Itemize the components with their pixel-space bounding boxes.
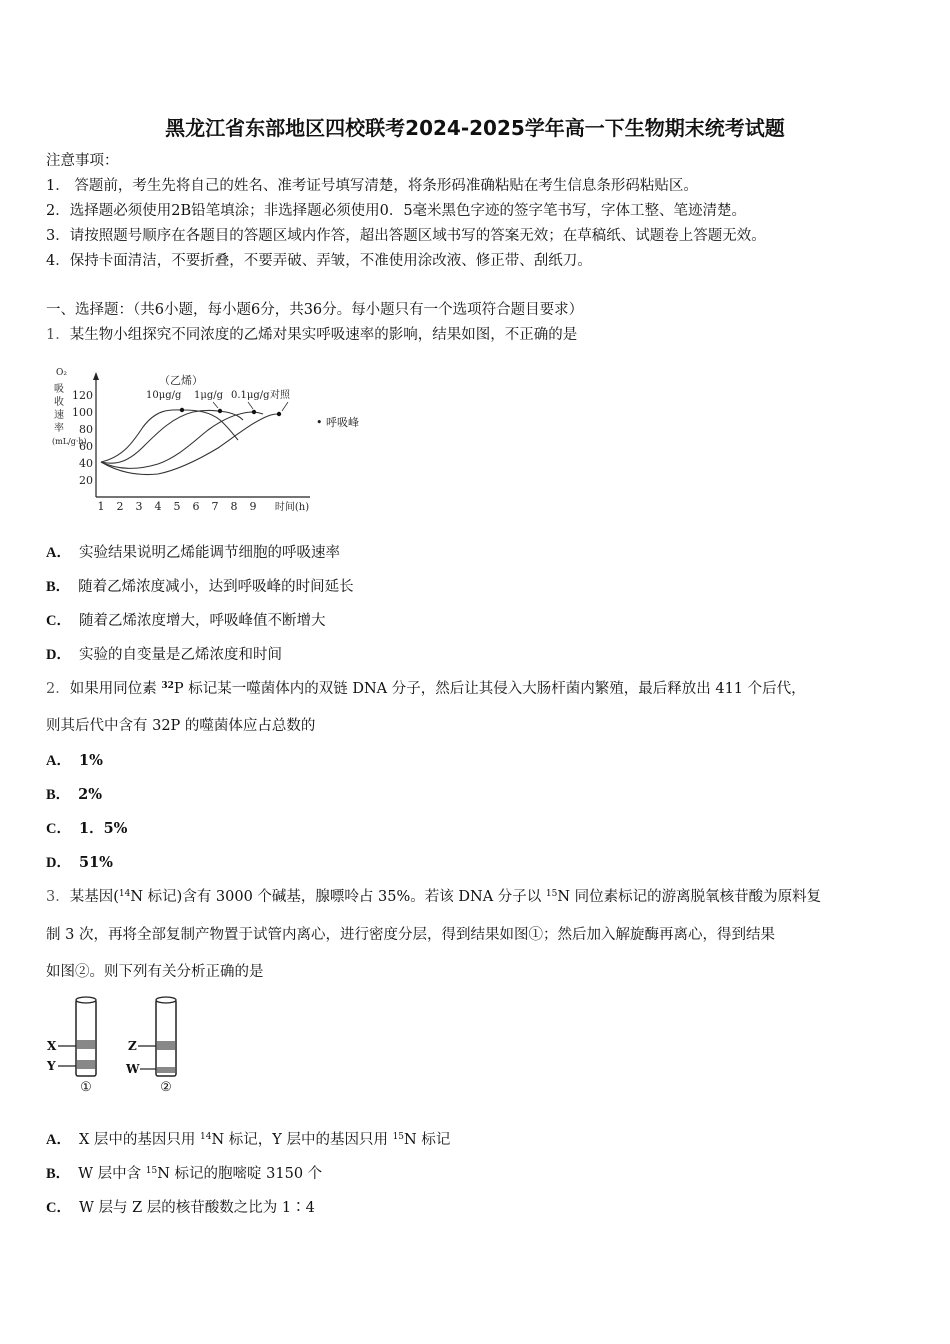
svg-text:1μg/g: 1μg/g: [194, 390, 224, 401]
svg-text:W: W: [126, 1062, 140, 1076]
section-heading: 一、选择题：（共6小题，每小题6分，共36分。每小题只有一个选项符合题目要求）: [46, 302, 584, 318]
notice-item-3: 3．请按照题号顺序在各题目的答题区域内作答，超出答题区域书写的答案无效；在草稿纸、试题卷上答题无效。: [46, 228, 766, 244]
svg-text:120: 120: [72, 389, 93, 402]
q2-option-a[interactable]: A． 1%: [46, 752, 103, 769]
svg-text:X: X: [47, 1039, 57, 1053]
notice-heading: 注意事项：: [46, 153, 119, 169]
svg-text:6: 6: [192, 500, 200, 513]
q2-option-c[interactable]: C． 1．5%: [46, 820, 128, 837]
svg-text:②: ②: [160, 1080, 172, 1095]
tube-1: [46, 997, 96, 1095]
svg-text:3: 3: [135, 500, 143, 513]
svg-text:0.1μg/g: 0.1μg/g: [231, 390, 270, 401]
notice-item-4: 4．保持卡面清洁，不要折叠，不要弄破、弄皱，不准使用涂改液、修正带、刮纸刀。: [46, 253, 592, 269]
curve-1ug: [101, 410, 243, 463]
svg-text:1: 1: [97, 500, 105, 513]
q3-option-b[interactable]: B． W 层中含 $^{15}$N 标记的胞嘧啶 3150 个: [46, 1166, 323, 1182]
svg-text:60: 60: [79, 440, 93, 453]
svg-text:40: 40: [79, 457, 93, 470]
q2-option-d[interactable]: D． 51%: [46, 854, 113, 871]
svg-text:①: ①: [80, 1080, 92, 1095]
centrifuge-tubes-figure: [44, 994, 194, 1096]
svg-text:4: 4: [154, 500, 162, 513]
ethylene-respiration-chart: [48, 362, 388, 522]
svg-text:9: 9: [249, 500, 257, 513]
svg-text:Z: Z: [128, 1039, 137, 1053]
svg-text:8: 8: [230, 500, 238, 513]
svg-text:Y: Y: [47, 1059, 56, 1073]
svg-text:收: 收: [54, 397, 64, 408]
question-3-stem-line3: 如图②。则下列有关分析正确的是: [46, 964, 264, 980]
notice-item-2: 2．选择题必须使用2B铅笔填涂；非选择题必须使用0．5毫米黑色字迹的签字笔书写，字体工整、笔迹清楚。: [46, 203, 747, 219]
notice-item-1: 1． 答题前，考生先将自己的姓名、准考证号填写清楚，将条形码准确粘贴在考生信息条形码粘贴区。: [46, 178, 698, 194]
q1-option-b[interactable]: B． 随着乙烯浓度减小，达到呼吸峰的时间延长: [46, 579, 354, 595]
q3-option-a[interactable]: A． X 层中的基因只用 $^{14}$N 标记，Y 层中的基因只用 $^{15}$N 标记: [46, 1132, 451, 1148]
q2-option-b[interactable]: B． 2%: [46, 786, 103, 803]
svg-text:2: 2: [116, 500, 124, 513]
svg-text:7: 7: [211, 500, 219, 513]
svg-text:(mL/g·h): (mL/g·h): [52, 437, 87, 446]
legend-respiration-peak: • 呼吸峰: [316, 416, 359, 429]
svg-text:对照: 对照: [270, 390, 290, 401]
q3-option-c[interactable]: C． W 层与 Z 层的核苷酸数之比为 1∶4: [46, 1200, 315, 1216]
svg-text:（乙烯）: （乙烯）: [159, 374, 203, 387]
svg-text:5: 5: [173, 500, 181, 513]
q1-option-d[interactable]: D． 实验的自变量是乙烯浓度和时间: [46, 647, 282, 663]
tube-2: [125, 997, 176, 1095]
question-number: 1．: [46, 327, 70, 343]
svg-text:100: 100: [72, 406, 93, 419]
svg-text:10μg/g: 10μg/g: [146, 390, 182, 401]
q1-option-a[interactable]: A． 实验结果说明乙烯能调节细胞的呼吸速率: [46, 545, 340, 561]
svg-text:80: 80: [79, 423, 93, 436]
question-2-stem-line2: 则其后代中含有 32P 的噬菌体应占总数的: [46, 718, 316, 734]
svg-text:O₂: O₂: [56, 368, 67, 378]
svg-text:速: 速: [54, 410, 64, 421]
svg-text:率: 率: [54, 423, 64, 434]
question-2-stem: 2．如果用同位素 $^{32}$P 标记某一噬菌体内的双链 DNA 分子，然后让其侵入大肠杆菌内繁殖，最后释放出 411 个后代，: [46, 681, 806, 697]
page-title: 黑龙江省东部地区四校联考2024-2025学年高一下生物期末统考试题: [165, 116, 785, 140]
q1-option-c[interactable]: C． 随着乙烯浓度增大，呼吸峰值不断增大: [46, 613, 326, 629]
question-3-stem-line2: 制 3 次，再将全部复制产物置于试管内离心，进行密度分层，得到结果如图①；然后加入解旋酶再离心，得到结果: [46, 927, 775, 943]
question-1-stem: 1．某生物小组探究不同浓度的乙烯对果实呼吸速率的影响，结果如图，不正确的是: [46, 327, 578, 343]
svg-text:吸: 吸: [54, 384, 64, 395]
question-3-stem: 3．某基因($^{14}$N 标记)含有 3000 个碱基，腺嘌呤占 35%。若该 DNA 分子以 $^{15}$N 同位素标记的游离脱氧核苷酸为原料复: [46, 889, 822, 905]
svg-text:20: 20: [79, 474, 93, 487]
svg-text:时间(h): 时间(h): [274, 502, 310, 513]
curve-10ug: [101, 410, 238, 462]
